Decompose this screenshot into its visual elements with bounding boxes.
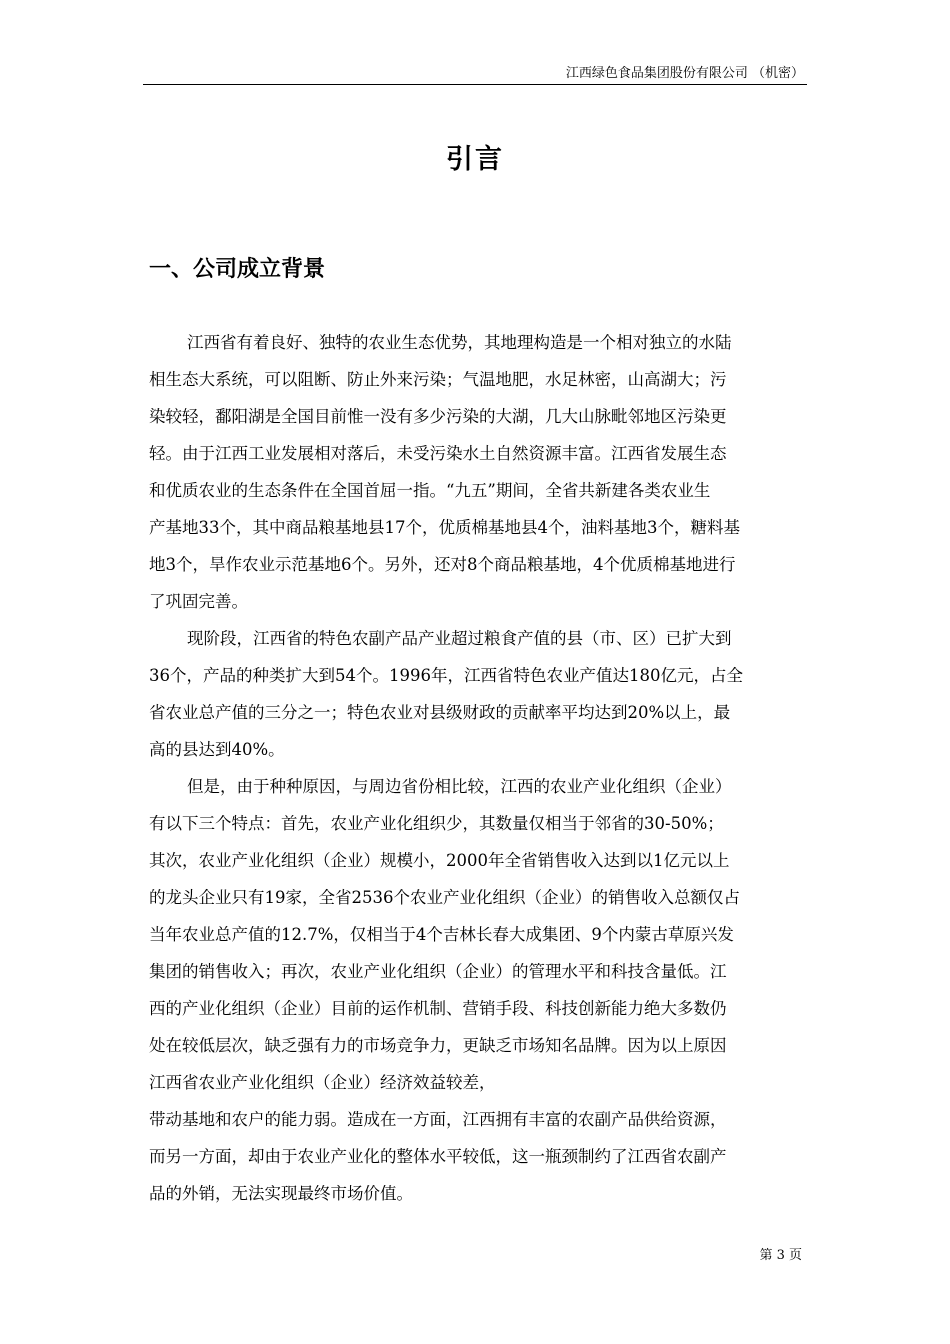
body-line: 江西省有着良好、独特的农业生态优势，其地理构造是一个相对独立的水陆 <box>187 333 732 352</box>
page-number: 第 3 页 <box>759 1248 802 1263</box>
body-line: 现阶段，江西省的特色农副产品产业超过粮食产值的县（市、区）已扩大到 <box>187 629 732 648</box>
body-line: 相生态大系统，可以阻断、防止外来污染；气温地肥，水足林密，山高湖大；污 <box>149 370 727 389</box>
document-title: 引言 <box>446 144 504 175</box>
body-line: 品的外销，无法实现最终市场价值。 <box>149 1184 413 1203</box>
header-divider <box>143 84 807 85</box>
body-line: 而另一方面，却由于农业产业化的整体水平较低，这一瓶颈制约了江西省农副产 <box>149 1147 727 1166</box>
body-line: 和优质农业的生态条件在全国首屈一指。“九五”期间，全省共新建各类农业生 <box>149 481 711 500</box>
body-line: 江西省农业产业化组织（企业）经济效益较差， <box>149 1073 496 1092</box>
body-line: 省农业总产值的三分之一；特色农业对县级财政的贡献率平均达到20%以上，最 <box>149 703 731 722</box>
body-line: 带动基地和农户的能力弱。造成在一方面，江西拥有丰富的农副产品供给资源， <box>149 1110 727 1129</box>
body-line: 西的产业化组织（企业）目前的运作机制、营销手段、科技创新能力绝大多数仍 <box>149 999 727 1018</box>
section-heading: 一、公司成立背景 <box>149 257 326 282</box>
body-line: 轻。由于江西工业发展相对落后，未受污染水土自然资源丰富。江西省发展生态 <box>149 444 727 463</box>
body-line: 集团的销售收入；再次，农业产业化组织（企业）的管理水平和科技含量低。江 <box>149 962 727 981</box>
body-line: 产基地33个，其中商品粮基地县17个，优质棉基地县4个，油料基地3个，糖料基 <box>149 518 740 537</box>
body-line: 36个，产品的种类扩大到54个。1996年，江西省特色农业产值达180亿元，占全 <box>149 666 743 685</box>
body-line: 当年农业总产值的12.7%，仅相当于4个吉林长春大成集团、9个内蒙古草原兴发 <box>149 925 734 944</box>
body-line: 但是，由于种种原因，与周边省份相比较，江西的农业产业化组织（企业） <box>187 777 732 796</box>
body-text <box>149 324 819 1212</box>
body-line: 染较轻，鄱阳湖是全国目前惟一没有多少污染的大湖，几大山脉毗邻地区污染更 <box>149 407 727 426</box>
body-line: 了巩固完善。 <box>149 592 248 611</box>
body-line: 高的县达到40%。 <box>149 740 285 759</box>
body-line: 的龙头企业只有19家，全省2536个农业产业化组织（企业）的销售收入总额仅占 <box>149 888 740 907</box>
body-line: 有以下三个特点：首先，农业产业化组织少，其数量仅相当于邻省的30-50%； <box>149 814 724 833</box>
body-line: 其次，农业产业化组织（企业）规模小，2000年全省销售收入达到以1亿元以上 <box>149 851 730 870</box>
body-line: 处在较低层次，缺乏强有力的市场竞争力，更缺乏市场知名品牌。因为以上原因 <box>149 1036 727 1055</box>
header-company-text: 江西绿色食品集团股份有限公司 （机密） <box>565 66 804 81</box>
body-line: 地3个，旱作农业示范基地6个。另外，还对8个商品粮基地，4个优质棉基地进行 <box>149 555 736 574</box>
